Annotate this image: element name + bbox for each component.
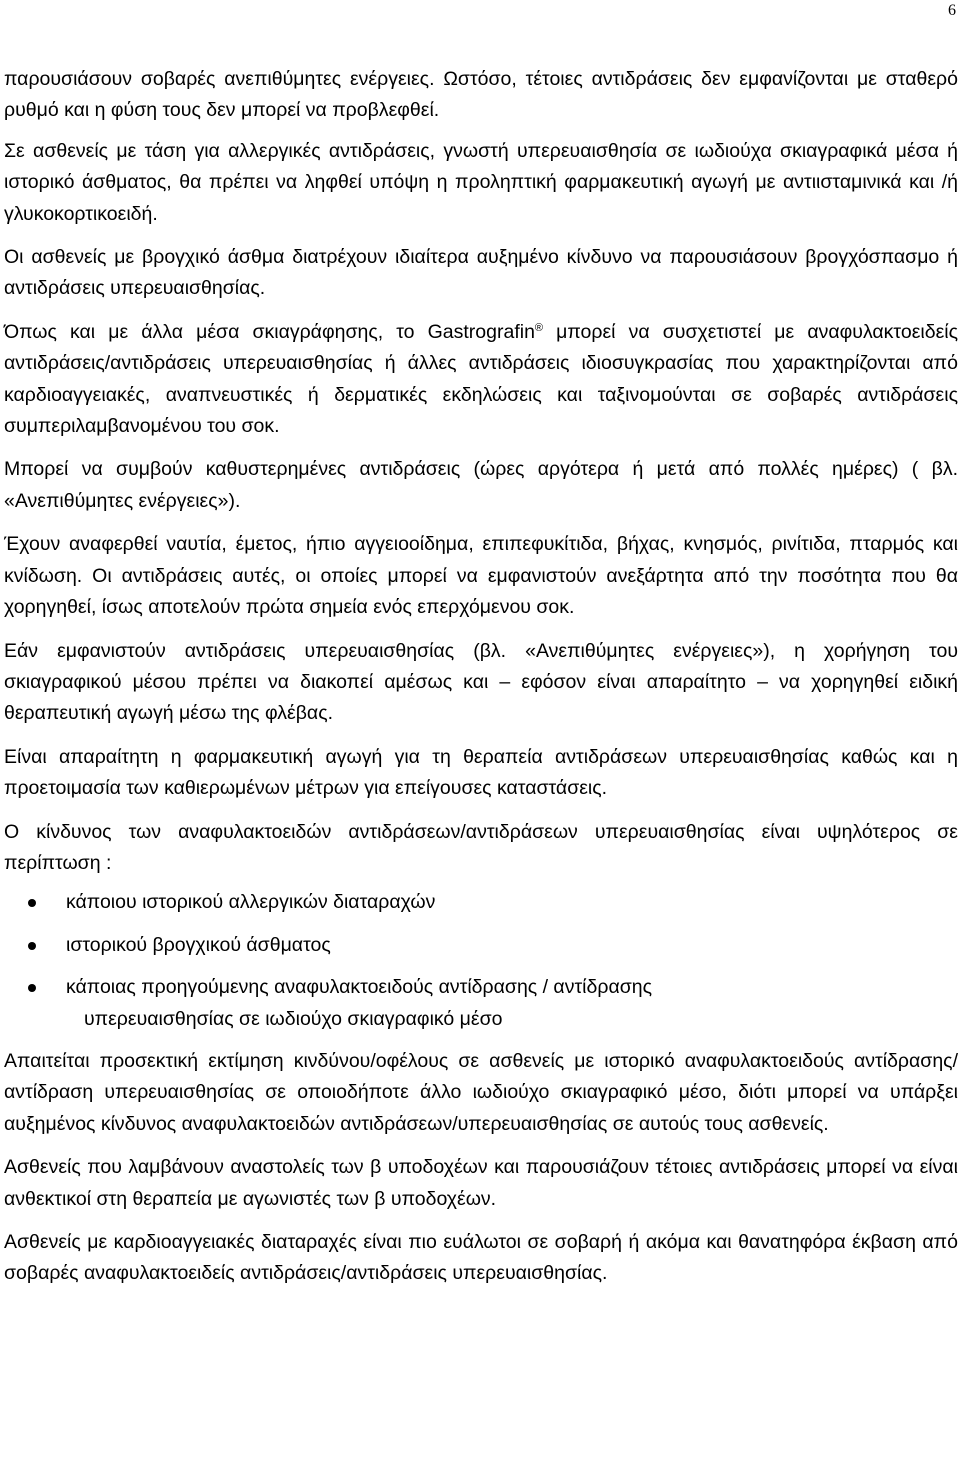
- document-body: [4, 0, 958, 1290]
- list-item: [4, 930, 958, 961]
- paragraph-beta-blockers: Ασθενείς που λαμβάνουν αναστολείς των β υποδοχέων και παρουσιάζουν τέτοιες αντιδράσεις μπορεί να είναι ανθεκτικοί στη θεραπεία με αγωνιστές των β υποδοχέων.: [4, 1156, 958, 1210]
- list-item: [4, 972, 958, 1035]
- paragraph-continuation: παρουσιάσουν σοβαρές ανεπιθύμητες ενέργειες. Ωστόσο, τέτοιες αντιδράσεις δεν εμφανίζονται με σταθερό ρυθμό και η φύση τους δεν μπορεί να προβλεφθεί.: [4, 68, 958, 122]
- bullet-icon: [28, 899, 36, 907]
- gastrografin-text: Όπως και με άλλα μέσα σκιαγράφησης, το Gastrografin: [4, 320, 535, 343]
- paragraph-gastrografin-reactions: [4, 317, 958, 443]
- paragraph-reported-symptoms: Έχουν αναφερθεί ναυτία, έμετος, ήπιο αγγειοοίδημα, επιπεφυκίτιδα, βήχας, κνησμός, ρινίτιδα, πταρμός και κνίδωση. Οι αντιδράσεις αυτές, οι οποίες μπορεί να εμφανιστούν ανεξάρτητα από την ποσότητα που θα χορηγηθεί, ίσως αποτελούν πρώτα σημεία ενός επερχόμενου σοκ.: [4, 533, 958, 619]
- list-item: [4, 887, 958, 918]
- paragraph-higher-risk-intro: Ο κίνδυνος των αναφυλακτοειδών αντιδράσεων/αντιδράσεων υπερευαισθησίας είναι υψηλότερος σε περίπτωση :: [4, 820, 958, 874]
- paragraph-risk-benefit: Απαιτείται προσεκτική εκτίμηση κινδύνου/οφέλους σε ασθενείς με ιστορικό αναφυλακτοειδούς αντίδρασης/αντίδραση υπερευαισθησίας σε οποιοδήποτε άλλο ιωδιούχο σκιαγραφικό μέσο, διότι μπορεί να υπάρξει αυξημένος κίνδυνος αναφυλακτοειδών αντιδράσεων/υπερευαισθησίας σε αυτούς τους ασθενείς.: [4, 1049, 958, 1135]
- list-item-text: κάποιου ιστορικού αλλεργικών διαταραχών: [66, 891, 436, 914]
- page-number: 6: [948, 2, 956, 19]
- bullet-icon: [28, 984, 36, 992]
- gastrografin-text-continued: μπορεί να συσχετιστεί με αναφυλακτοειδείς αντιδράσεις/αντιδράσεις υπερευαισθησίας ή άλλες αντιδράσεις ιδιοσυγκρασίας που χαρακτηρίζονται από καρδιοαγγειακές, αναπνευστικές ή δερματικές εκδηλώσεις και ταξινομούνται σε σοβαρές αντιδράσεις συμπεριλαμβανομένου του σοκ.: [4, 320, 958, 438]
- registered-mark: ®: [534, 321, 544, 334]
- paragraph-delayed-reactions: Μπορεί να συμβούν καθυστερημένες αντιδράσεις (ώρες αργότερα ή μετά από πολλές ημέρες) ( βλ. «Ανεπιθύμητες ενέργειες»).: [4, 458, 958, 512]
- list-item-text: ιστορικού βρογχικού άσθματος: [66, 933, 331, 956]
- paragraph-asthma-risk: Οι ασθενείς με βρογχικό άσθμα διατρέχουν ιδιαίτερα αυξημένο κίνδυνο να παρουσιάσουν βρογχόσπασμο ή αντιδράσεις υπερευαισθησίας.: [4, 246, 958, 300]
- paragraph-allergy-prophylaxis: Σε ασθενείς με τάση για αλλεργικές αντιδράσεις, γνωστή υπερευαισθησία σε ιωδιούχα σκιαγραφικά μέσα ή ιστορικό άσθματος, θα πρέπει να ληφθεί υπόψη η προληπτική φαρμακευτική αγωγή με αντιισταμινικά και /ή γλυκοκορτικοειδή.: [4, 139, 958, 225]
- list-item-text: κάποιας προηγούμενης αναφυλακτοειδούς αντίδρασης / αντίδρασης: [66, 976, 652, 999]
- risk-factor-list: [4, 887, 958, 1035]
- paragraph-emergency-preparation: Είναι απαραίτητη η φαρμακευτική αγωγή για τη θεραπεία αντιδράσεων υπερευαισθησίας καθώς και η προετοιμασία των καθιερωμένων μέτρων για επείγουσες καταστάσεις.: [4, 745, 958, 800]
- bullet-icon: [28, 942, 36, 950]
- paragraph-hypersensitivity-action: Εάν εμφανιστούν αντιδράσεις υπερευαισθησίας (βλ. «Ανεπιθύμητες ενέργειες»), η χορήγηση του σκιαγραφικού μέσου πρέπει να διακοπεί αμέσως και – εφόσον είναι απαραίτητο – να χορηγηθεί ειδική θεραπευτική αγωγή μέσω της φλέβας.: [4, 639, 958, 725]
- paragraph-cardiovascular: Ασθενείς με καρδιοαγγειακές διαταραχές είναι πιο ευάλωτοι σε σοβαρή ή ακόμα και θανατηφόρα έκβαση από σοβαρές αναφυλακτοειδείς αντιδράσεις/αντιδράσεις υπερευαισθησίας.: [4, 1231, 958, 1285]
- list-item-text-continued: υπερευαισθησίας σε ιωδιούχο σκιαγραφικό μέσο: [84, 1007, 503, 1030]
